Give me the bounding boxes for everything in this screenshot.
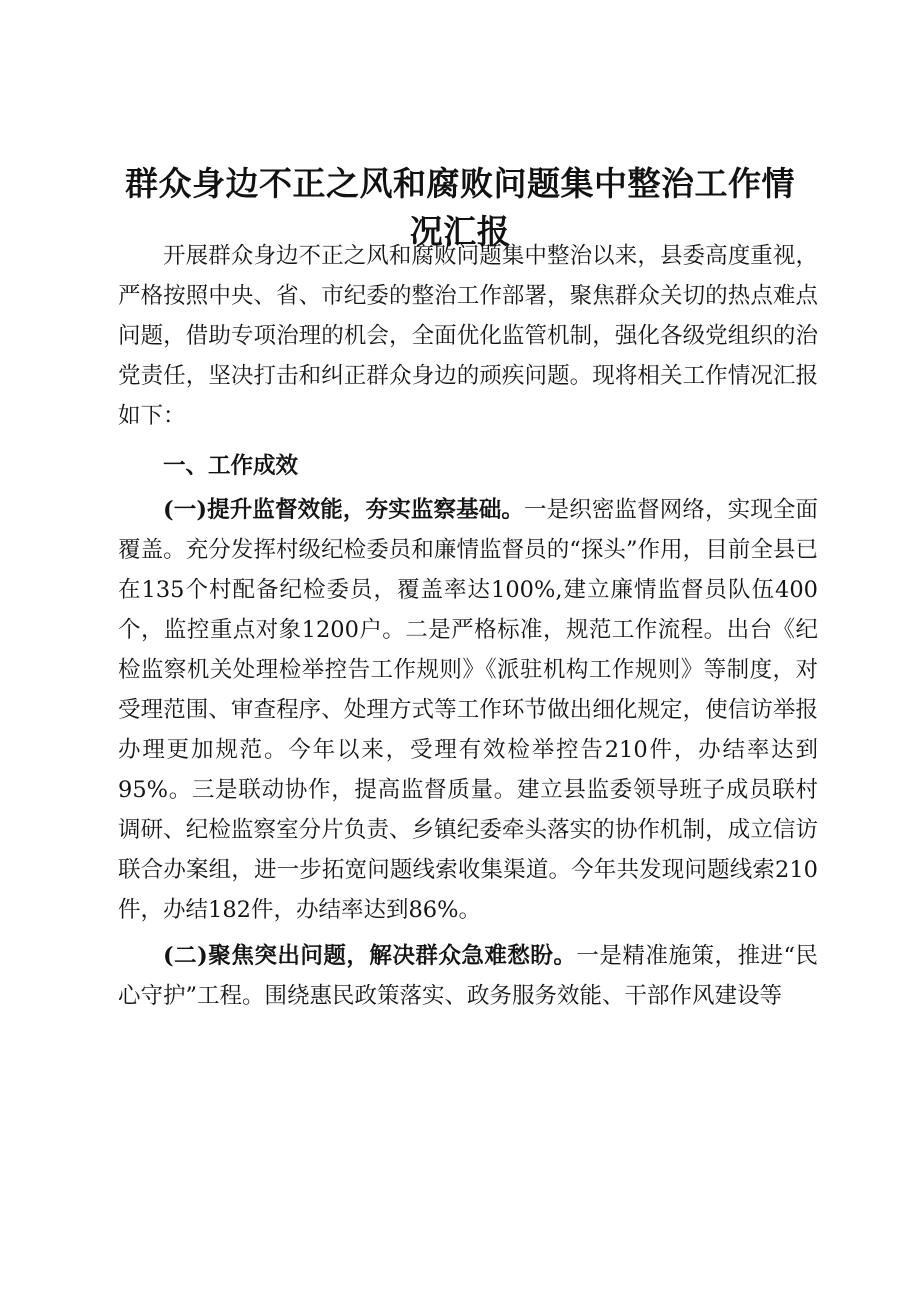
paragraph-item-1: [118, 490, 818, 930]
intro-paragraph: 开展群众身边不正之风和腐败问题集中整治以来，县委高度重视，严格按照中央、省、市纪委的整治工作部署，聚焦群众关切的热点难点问题，借助专项治理的机会，全面优化监管机制，强化各级党组织的治党责任，坚决打击和纠正群众身边的顽疾问题。现将相关工作情况汇报如下：: [118, 243, 818, 429]
section-heading-achievements: 一、工作成效: [163, 453, 299, 479]
document-body: [118, 236, 818, 1016]
document-title: 群众身边不正之风和腐败问题集中整治工作情况汇报: [125, 164, 795, 251]
item-1-body: 一是织密监督网络，实现全面覆盖。充分发挥村级纪检委员和廉情监督员的“探头”作用，目前全县已在135个村配备纪检委员，覆盖率达100%,建立廉情监督员队伍400个，监控重点对象1200户。二是严格标准，规范工作流程。出台《纪检监察机关处理检举控告工作规则》《派驻机构工作规则》等制度，对受理范围、审查程序、处理方式等工作环节做出细化规定，使信访举报办理更加规范。今年以来，受理有效检举控告210件，办结率达到95%。三是联动协作，提高监督质量。建立县监委领导班子成员联村调研、纪检监察室分片负责、乡镇纪委牵头落实的协作机制，成立信访联合办案组，进一步拓宽问题线索收集渠道。今年共发现问题线索210件，办结182件，办结率达到86%。: [118, 497, 818, 923]
item-2-body: 一是精准施策，推进“民心守护”工程。围绕惠民政策落实、政务服务效能、干部作风建设等: [118, 943, 818, 1009]
item-2-title: (二)聚焦突出问题，解决群众急难愁盼。: [163, 943, 577, 969]
item-1-title: (一)提升监督效能，夯实监察基础。: [163, 497, 524, 523]
paragraph-item-2: [118, 936, 818, 1016]
